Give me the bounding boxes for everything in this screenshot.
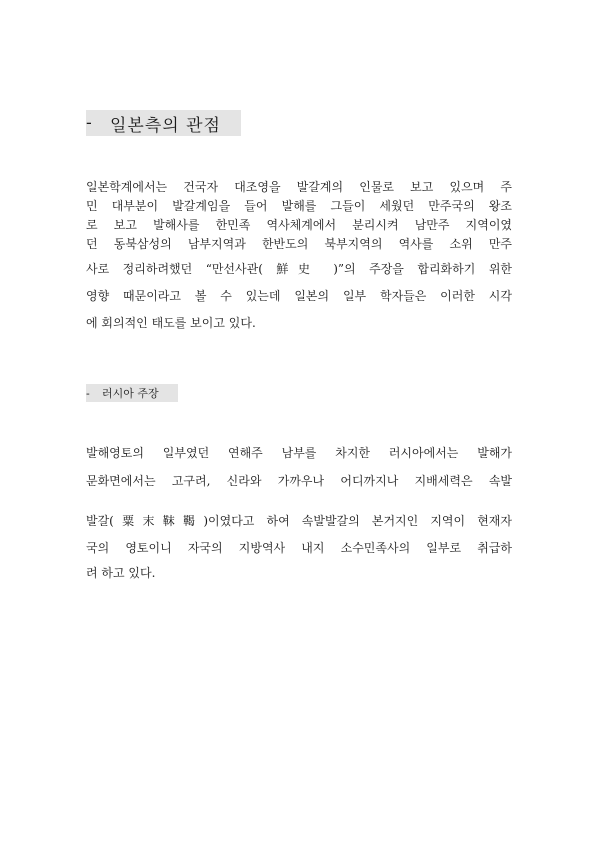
heading-dash: -	[86, 113, 93, 133]
paragraph-line-text: 사로 정리하려했던 “만선사관( 鮮史 )”의 주장을 합리화하기 위한	[86, 262, 512, 276]
paragraph-line-text: 일본학계에서는 건국자 대조영을 발갈계의 인물로 보고 있으며 주	[86, 180, 512, 194]
paragraph-line-text: 에 회의적인 태도를 보이고 있다.	[86, 316, 256, 330]
paragraph-line-text: 영향 때문이라고 볼 수 있는데 일본의 일부 학자들은 이러한 시각	[86, 289, 512, 303]
paragraph-line-text: 던 동북삼성의 남부지역과 한반도의 북부지역의 역사를 소위 만주	[86, 237, 513, 251]
paragraph-line-text: 발해영토의 일부였던 연해주 남부를 차지한 러시아에서는 발해가	[86, 446, 512, 460]
paragraph-line-text: 려 하고 있다.	[86, 566, 156, 580]
section-heading-japan	[86, 110, 241, 136]
heading-dash: -	[86, 386, 90, 400]
section-heading-russia	[86, 384, 178, 402]
paragraph-line-text: 문화면에서는 고구려, 신라와 가까우나 어디까지나 지배세력은 속발	[86, 474, 512, 488]
heading-title: 일본측의 관점	[110, 115, 221, 136]
heading-title: 러시아 주장	[102, 387, 159, 400]
paragraph-line-text: 민 대부분이 발갈계임을 들어 발해를 그들이 세웠던 만주국의 왕조	[86, 199, 512, 213]
paragraph-line-text: 로 보고 발해사를 한민족 역사체계에서 분리시켜 남만주 지역이였	[86, 218, 512, 232]
paragraph-line-text: 발갈(粟末靺鞨)이였다고 하여 속발발갈의 본거지인 지역이 현재자	[86, 514, 512, 528]
paragraph-line-text: 국의 영토이니 자국의 지방역사 내지 소수민족사의 일부로 취급하	[86, 541, 512, 555]
